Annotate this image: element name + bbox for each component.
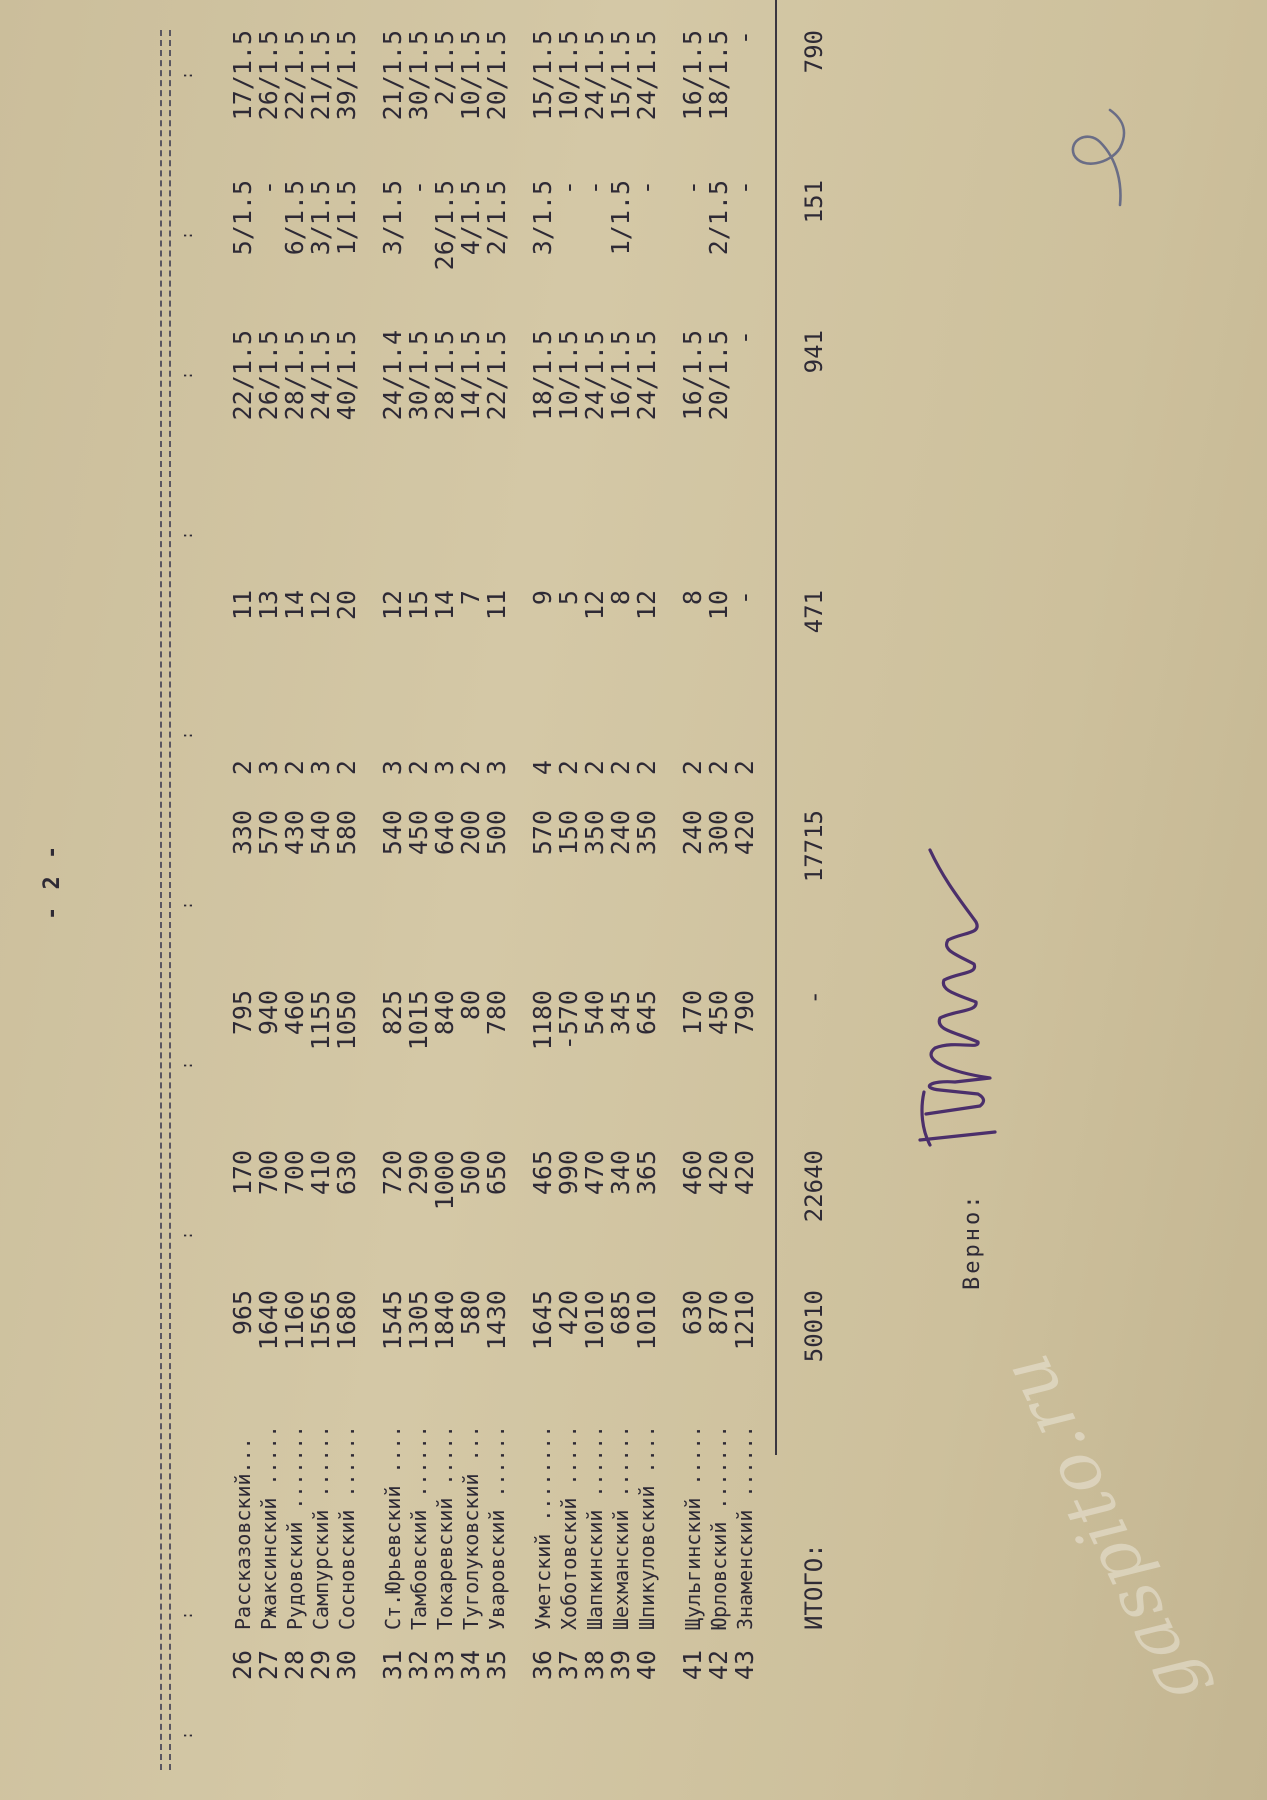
table-cell: 24/1.5 (580, 30, 609, 121)
group-4-col-c7 (680, 330, 758, 470)
table-cell: 42 (704, 1650, 733, 1681)
group-3-col-name (530, 1420, 660, 1630)
table-cell: 10/1.5 (554, 330, 583, 421)
table-cell: - (554, 180, 583, 196)
table-cell: 240 (678, 810, 707, 856)
table-cell: 40/1.5 (332, 330, 361, 421)
group-3-col-c5 (530, 760, 660, 800)
table-cell: 1155 (306, 990, 335, 1051)
table-cell: 420 (730, 810, 759, 856)
district-name: Уваровский ...... (485, 1425, 509, 1630)
group-4-col-c2 (680, 1150, 758, 1260)
table-cell: 3/1.5 (306, 180, 335, 256)
table-cell: 240 (606, 810, 635, 856)
table-cell: - (632, 180, 661, 196)
table-cell: 40 (632, 1650, 661, 1681)
group-2-col-c3 (380, 990, 510, 1100)
totals-cell: 790 (800, 30, 828, 74)
table-cell: 24/1.4 (378, 330, 407, 421)
district-name: Уметский ........ (531, 1425, 555, 1630)
table-cell: 580 (332, 810, 361, 856)
table-cell: 38 (580, 1650, 609, 1681)
table-cell: 420 (730, 1150, 759, 1196)
table-cell: 2 (228, 760, 257, 776)
table-cell: 2 (280, 760, 309, 776)
district-name: Тамбовский ...... (407, 1425, 431, 1630)
table-cell: 5/1.5 (228, 180, 257, 256)
table-cell: -570 (554, 990, 583, 1051)
table-cell: 795 (228, 990, 257, 1036)
table-cell: 570 (254, 810, 283, 856)
table-cell: 36 (528, 1650, 557, 1681)
table-cell: 540 (580, 990, 609, 1036)
group-2-col-c4 (380, 810, 510, 920)
column-separator: : (178, 530, 196, 540)
table-cell: 650 (482, 1150, 511, 1196)
table-cell: 1680 (332, 1290, 361, 1351)
table-cell: 2/1.5 (482, 180, 511, 256)
table-cell: 4 (528, 760, 557, 776)
group-2-col-c9 (380, 30, 510, 170)
table-cell: 24/1.5 (632, 30, 661, 121)
table-cell: 24/1.5 (632, 330, 661, 421)
table-cell: - (678, 180, 707, 196)
table-cell: 8 (606, 590, 635, 606)
group-3-col-c3 (530, 990, 660, 1100)
group-1-col-num (230, 1650, 360, 1700)
group-3-col-c2 (530, 1150, 660, 1260)
table-cell: 11 (482, 590, 511, 621)
table-cell: 500 (456, 1150, 485, 1196)
table-cell: 410 (306, 1150, 335, 1196)
table-cell: 18/1.5 (528, 330, 557, 421)
table-cell: 630 (678, 1290, 707, 1336)
table-cell: 1010 (632, 1290, 661, 1351)
table-cell: 30/1.5 (404, 330, 433, 421)
table-cell: 3/1.5 (528, 180, 557, 256)
table-cell: 990 (554, 1150, 583, 1196)
district-name: Токаревский ..... (433, 1425, 457, 1630)
table-cell: 20/1.5 (704, 330, 733, 421)
table-cell: 420 (554, 1290, 583, 1336)
table-cell: 3 (254, 760, 283, 776)
column-separator: : (178, 230, 196, 240)
district-name: Ржаксинский ..... (257, 1425, 281, 1630)
table-cell: 350 (580, 810, 609, 856)
column-separator: : (178, 1060, 196, 1070)
group-4-col-c3 (680, 990, 758, 1100)
district-name: Сампурский ...... (309, 1425, 333, 1630)
group-1-col-name (230, 1420, 360, 1630)
table-cell: 9 (528, 590, 557, 606)
table-cell: 28/1.5 (280, 330, 309, 421)
group-3-col-c7 (530, 330, 660, 470)
column-separator: : (178, 730, 196, 740)
table-cell: - (730, 330, 759, 346)
district-name: Шехманский ...... (609, 1425, 633, 1630)
table-cell: 300 (704, 810, 733, 856)
table-cell: 12 (580, 590, 609, 621)
table-cell: 3 (306, 760, 335, 776)
table-cell: 940 (254, 990, 283, 1036)
table-cell: 2/1.5 (430, 30, 459, 106)
table-cell: 3 (482, 760, 511, 776)
table-cell: 290 (404, 1150, 433, 1196)
table-cell: 20 (332, 590, 361, 621)
table-cell: 15/1.5 (528, 30, 557, 121)
table-cell: 26 (228, 1650, 257, 1681)
group-3-col-c9 (530, 30, 660, 170)
table-cell: 870 (704, 1290, 733, 1336)
column-separator: : (178, 370, 196, 380)
totals-label: ИТОГО: (800, 1543, 828, 1630)
district-name: Хоботовский ..... (557, 1425, 581, 1630)
handwritten-mark (1040, 100, 1150, 220)
table-cell: 34 (456, 1650, 485, 1681)
group-3-col-c4 (530, 810, 660, 920)
table-cell: 15/1.5 (606, 30, 635, 121)
table-cell: 4/1.5 (456, 180, 485, 256)
table-cell: 27 (254, 1650, 283, 1681)
table-cell: 37 (554, 1650, 583, 1681)
table-cell: 6/1.5 (280, 180, 309, 256)
table-cell: 21/1.5 (378, 30, 407, 121)
table-cell: 3/1.5 (378, 180, 407, 256)
table-cell: 2 (332, 760, 361, 776)
table-cell: 2/1.5 (704, 180, 733, 256)
table-cell: 11 (228, 590, 257, 621)
table-cell: - (404, 180, 433, 196)
table-cell: 1000 (430, 1150, 459, 1211)
group-2-col-c8 (380, 180, 510, 320)
group-4-col-c9 (680, 30, 758, 170)
table-cell: 22/1.5 (280, 30, 309, 121)
table-cell: 825 (378, 990, 407, 1036)
table-cell: 22/1.5 (228, 330, 257, 421)
table-cell: 460 (280, 990, 309, 1036)
table-cell: 1305 (404, 1290, 433, 1351)
table-cell: 15 (404, 590, 433, 621)
table-cell: 1545 (378, 1290, 407, 1351)
table-cell: 2 (606, 760, 635, 776)
table-cell: 29 (306, 1650, 335, 1681)
district-name: Ст.Юрьевский .... (381, 1425, 405, 1630)
table-cell: 41 (678, 1650, 707, 1681)
table-cell: 28 (280, 1650, 309, 1681)
table-cell: 14 (430, 590, 459, 621)
table-cell: 340 (606, 1150, 635, 1196)
table-cell: 700 (280, 1150, 309, 1196)
group-3-col-c8 (530, 180, 660, 320)
table-cell: 430 (280, 810, 309, 856)
group-4-col-c8 (680, 180, 758, 320)
table-cell: 350 (632, 810, 661, 856)
table-cell: 14/1.5 (456, 330, 485, 421)
table-cell: 18/1.5 (704, 30, 733, 121)
group-1-col-c4 (230, 810, 360, 920)
table-cell: 1640 (254, 1290, 283, 1351)
table-cell: 150 (554, 810, 583, 856)
table-cell: 1010 (580, 1290, 609, 1351)
table-cell: 26/1.5 (430, 180, 459, 271)
table-cell: 2 (704, 760, 733, 776)
group-4-col-c5 (680, 760, 758, 800)
table-cell: 330 (228, 810, 257, 856)
table-cell: 170 (678, 990, 707, 1036)
table-cell: 12 (306, 590, 335, 621)
table-cell: 1840 (430, 1290, 459, 1351)
table-cell: 460 (678, 1150, 707, 1196)
table-cell: 840 (430, 990, 459, 1036)
table-cell: 1565 (306, 1290, 335, 1351)
totals-cell: 50010 (800, 1290, 828, 1363)
table-cell: 470 (580, 1150, 609, 1196)
group-4-col-c1 (680, 1290, 758, 1400)
group-1-col-c6 (230, 590, 360, 650)
group-2-col-name (380, 1420, 510, 1630)
table-cell: 1210 (730, 1290, 759, 1351)
column-separator: : (178, 1730, 196, 1740)
district-name: Шапкинский ...... (583, 1425, 607, 1630)
table-cell: 14 (280, 590, 309, 621)
district-name: Знаменский ...... (733, 1425, 757, 1630)
table-cell: 500 (482, 810, 511, 856)
table-cell: 450 (704, 990, 733, 1036)
group-2-col-c6 (380, 590, 510, 650)
verno-label: Верно: (960, 1192, 985, 1290)
table-cell: 685 (606, 1290, 635, 1336)
table-cell: 2 (580, 760, 609, 776)
group-4-col-num (680, 1650, 758, 1700)
district-name: Юрловский ....... (707, 1425, 731, 1630)
table-cell: 7 (456, 590, 485, 606)
table-cell: 20/1.5 (482, 30, 511, 121)
table-cell: 1050 (332, 990, 361, 1051)
table-cell: 170 (228, 1150, 257, 1196)
table-cell: 30 (332, 1650, 361, 1681)
table-cell: 790 (730, 990, 759, 1036)
table-cell: 365 (632, 1150, 661, 1196)
table-cell: 1160 (280, 1290, 309, 1351)
table-cell: 1430 (482, 1290, 511, 1351)
district-name: Рассказовский... (231, 1437, 255, 1630)
table-cell: 16/1.5 (678, 30, 707, 121)
table-cell: 3 (378, 760, 407, 776)
column-separator: : (178, 70, 196, 80)
table-cell: 39 (606, 1650, 635, 1681)
table-cell: 450 (404, 810, 433, 856)
totals-cell: 471 (800, 590, 828, 634)
table-cell: 570 (528, 810, 557, 856)
table-cell: 30/1.5 (404, 30, 433, 121)
table-cell: 39/1.5 (332, 30, 361, 121)
group-2-col-c5 (380, 760, 510, 800)
table-cell: 17/1.5 (228, 30, 257, 121)
table-cell: 2 (678, 760, 707, 776)
totals-rule (775, 0, 777, 1455)
table-cell: 540 (306, 810, 335, 856)
table-cell: 720 (378, 1150, 407, 1196)
group-1-col-c9 (230, 30, 360, 170)
table-cell: 16/1.5 (606, 330, 635, 421)
group-2-col-c2 (380, 1150, 510, 1260)
group-1-col-c1 (230, 1290, 360, 1400)
table-cell: 200 (456, 810, 485, 856)
table-cell: 1015 (404, 990, 433, 1051)
table-cell: 580 (456, 1290, 485, 1336)
group-2-col-c7 (380, 330, 510, 470)
totals-cell: 151 (800, 180, 828, 224)
totals-cell: 22640 (800, 1150, 828, 1223)
table-cell: 12 (378, 590, 407, 621)
district-name: Туголуковский ... (459, 1425, 483, 1630)
table-cell: 24/1.5 (306, 330, 335, 421)
group-3-col-num (530, 1650, 660, 1700)
group-4-col-name (680, 1420, 758, 1630)
table-cell: 465 (528, 1150, 557, 1196)
table-cell: 345 (606, 990, 635, 1036)
table-cell: - (730, 180, 759, 196)
group-1-col-c7 (230, 330, 360, 470)
group-1-col-c2 (230, 1150, 360, 1260)
group-2-col-num (380, 1650, 510, 1700)
table-cell: 10/1.5 (554, 30, 583, 121)
table-cell: 780 (482, 990, 511, 1036)
column-separator: : (178, 1230, 196, 1240)
table-cell: 80 (456, 990, 485, 1021)
table-cell: 5 (554, 590, 583, 606)
totals-cell: 941 (800, 330, 828, 374)
header-double-rule (160, 30, 171, 1770)
table-cell: 28/1.5 (430, 330, 459, 421)
watermark: gaspito.ru (983, 1340, 1219, 1720)
table-cell: 32 (404, 1650, 433, 1681)
column-separator: : (178, 1610, 196, 1620)
table-cell: 24/1.5 (580, 330, 609, 421)
table-cell: 700 (254, 1150, 283, 1196)
table-cell: 640 (430, 810, 459, 856)
table-cell: 2 (730, 760, 759, 776)
table-cell: 35 (482, 1650, 511, 1681)
group-4-col-c4 (680, 810, 758, 920)
page-number: - 2 - (40, 843, 65, 920)
table-cell: 2 (554, 760, 583, 776)
table-cell: 630 (332, 1150, 361, 1196)
table-cell: 2 (456, 760, 485, 776)
table-cell: 16/1.5 (678, 330, 707, 421)
table-cell: - (580, 180, 609, 196)
table-cell: 8 (678, 590, 707, 606)
district-name: Шпикуловский .... (635, 1425, 659, 1630)
table-cell: 10/1.5 (456, 30, 485, 121)
table-cell: 12 (632, 590, 661, 621)
signature (860, 820, 1020, 1150)
table-cell: 21/1.5 (306, 30, 335, 121)
table-cell: 43 (730, 1650, 759, 1681)
group-1-col-c3 (230, 990, 360, 1100)
table-cell: 420 (704, 1150, 733, 1196)
group-2-col-c1 (380, 1290, 510, 1400)
group-3-col-c6 (530, 590, 660, 650)
table-cell: - (730, 30, 759, 46)
table-cell: 965 (228, 1290, 257, 1336)
totals-cell: 17715 (800, 810, 828, 883)
group-1-col-c5 (230, 760, 360, 800)
table-cell: 2 (632, 760, 661, 776)
table-cell: 1180 (528, 990, 557, 1051)
district-name: Щульгинский ..... (681, 1425, 705, 1630)
table-cell: 3 (430, 760, 459, 776)
district-name: Рудовский ....... (283, 1425, 307, 1630)
table-cell: 33 (430, 1650, 459, 1681)
table-cell: 1645 (528, 1290, 557, 1351)
table-cell: - (730, 590, 759, 606)
table-cell: 2 (404, 760, 433, 776)
group-1-col-c8 (230, 180, 360, 320)
table-cell: 10 (704, 590, 733, 621)
table-cell: 22/1.5 (482, 330, 511, 421)
totals-cell: - (800, 990, 828, 1005)
table-cell: 1/1.5 (606, 180, 635, 256)
table-cell: 540 (378, 810, 407, 856)
table-cell: 1/1.5 (332, 180, 361, 256)
group-3-col-c1 (530, 1290, 660, 1400)
district-name: Сосновский ...... (335, 1425, 359, 1630)
table-cell: 26/1.5 (254, 330, 283, 421)
table-cell: 31 (378, 1650, 407, 1681)
table-cell: 26/1.5 (254, 30, 283, 121)
table-cell: 13 (254, 590, 283, 621)
table-cell: - (254, 180, 283, 196)
table-cell: 645 (632, 990, 661, 1036)
column-separator: : (178, 900, 196, 910)
group-4-col-c6 (680, 590, 758, 650)
